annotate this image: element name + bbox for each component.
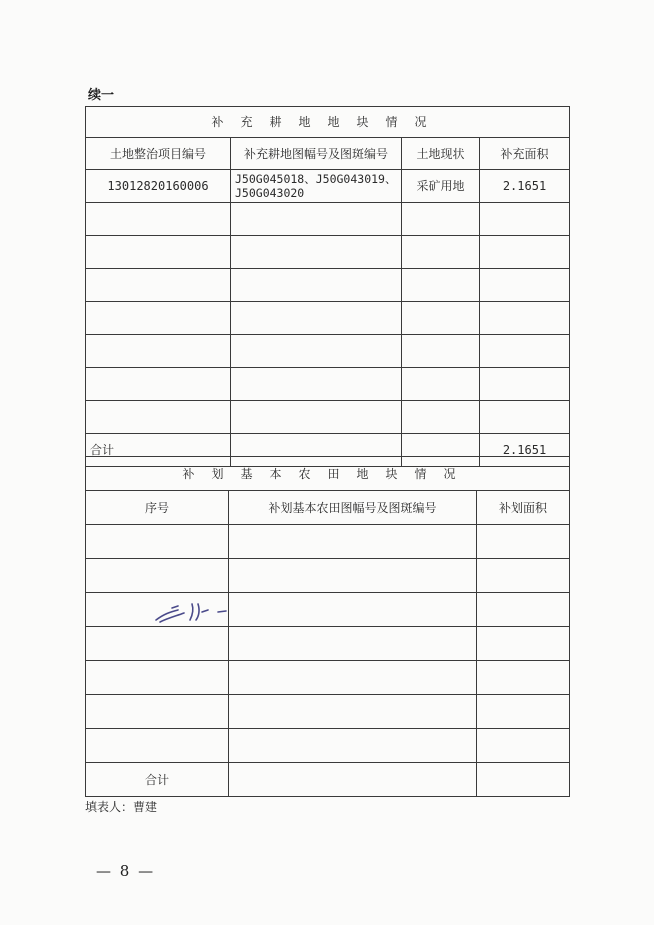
table-row bbox=[86, 236, 570, 269]
section2-heading: 补划基本农田地块情况 bbox=[86, 457, 570, 491]
total-area: 2.1651 bbox=[480, 434, 570, 467]
table-row bbox=[86, 170, 570, 203]
section1-heading: 补充耕地地块情况 bbox=[86, 107, 570, 138]
table-row bbox=[86, 302, 570, 335]
cell-land-status: 采矿用地 bbox=[402, 170, 480, 203]
continued-label: 续一 bbox=[88, 88, 115, 103]
section-heading-row bbox=[86, 457, 570, 491]
cell-map-nos: J50G045018、J50G043019、J50G043020 bbox=[231, 170, 402, 203]
header-map-no: 补充耕地图幅号及图斑编号 bbox=[231, 138, 402, 170]
table-row bbox=[86, 695, 570, 729]
table-row bbox=[86, 525, 570, 559]
table-row bbox=[86, 368, 570, 401]
table-row bbox=[86, 661, 570, 695]
header-added-area: 补划面积 bbox=[477, 491, 570, 525]
header-row bbox=[86, 138, 570, 170]
total-row bbox=[86, 763, 570, 797]
header-row bbox=[86, 491, 570, 525]
header-basic-farmland-map-no: 补划基本农田图幅号及图斑编号 bbox=[229, 491, 477, 525]
total-label-2: 合计 bbox=[86, 763, 229, 797]
table-row bbox=[86, 559, 570, 593]
table-row bbox=[86, 269, 570, 302]
header-land-status: 土地现状 bbox=[402, 138, 480, 170]
table-row bbox=[86, 627, 570, 661]
handwritten-mark-icon bbox=[152, 598, 232, 628]
table-row bbox=[86, 335, 570, 368]
section-heading-row bbox=[86, 107, 570, 138]
table-row bbox=[86, 401, 570, 434]
cell-area: 2.1651 bbox=[480, 170, 570, 203]
header-supplement-area: 补充面积 bbox=[480, 138, 570, 170]
table-row bbox=[86, 203, 570, 236]
header-serial-no: 序号 bbox=[86, 491, 229, 525]
cell-project-no: 13012820160006 bbox=[86, 170, 231, 203]
page-number: — 8 — bbox=[96, 862, 156, 880]
supplementary-farmland-table bbox=[85, 106, 570, 467]
form-filler: 填表人：曹建 bbox=[85, 800, 158, 814]
table-row bbox=[86, 729, 570, 763]
total-label: 合计 bbox=[86, 434, 231, 467]
header-project-no: 土地整治项目编号 bbox=[86, 138, 231, 170]
